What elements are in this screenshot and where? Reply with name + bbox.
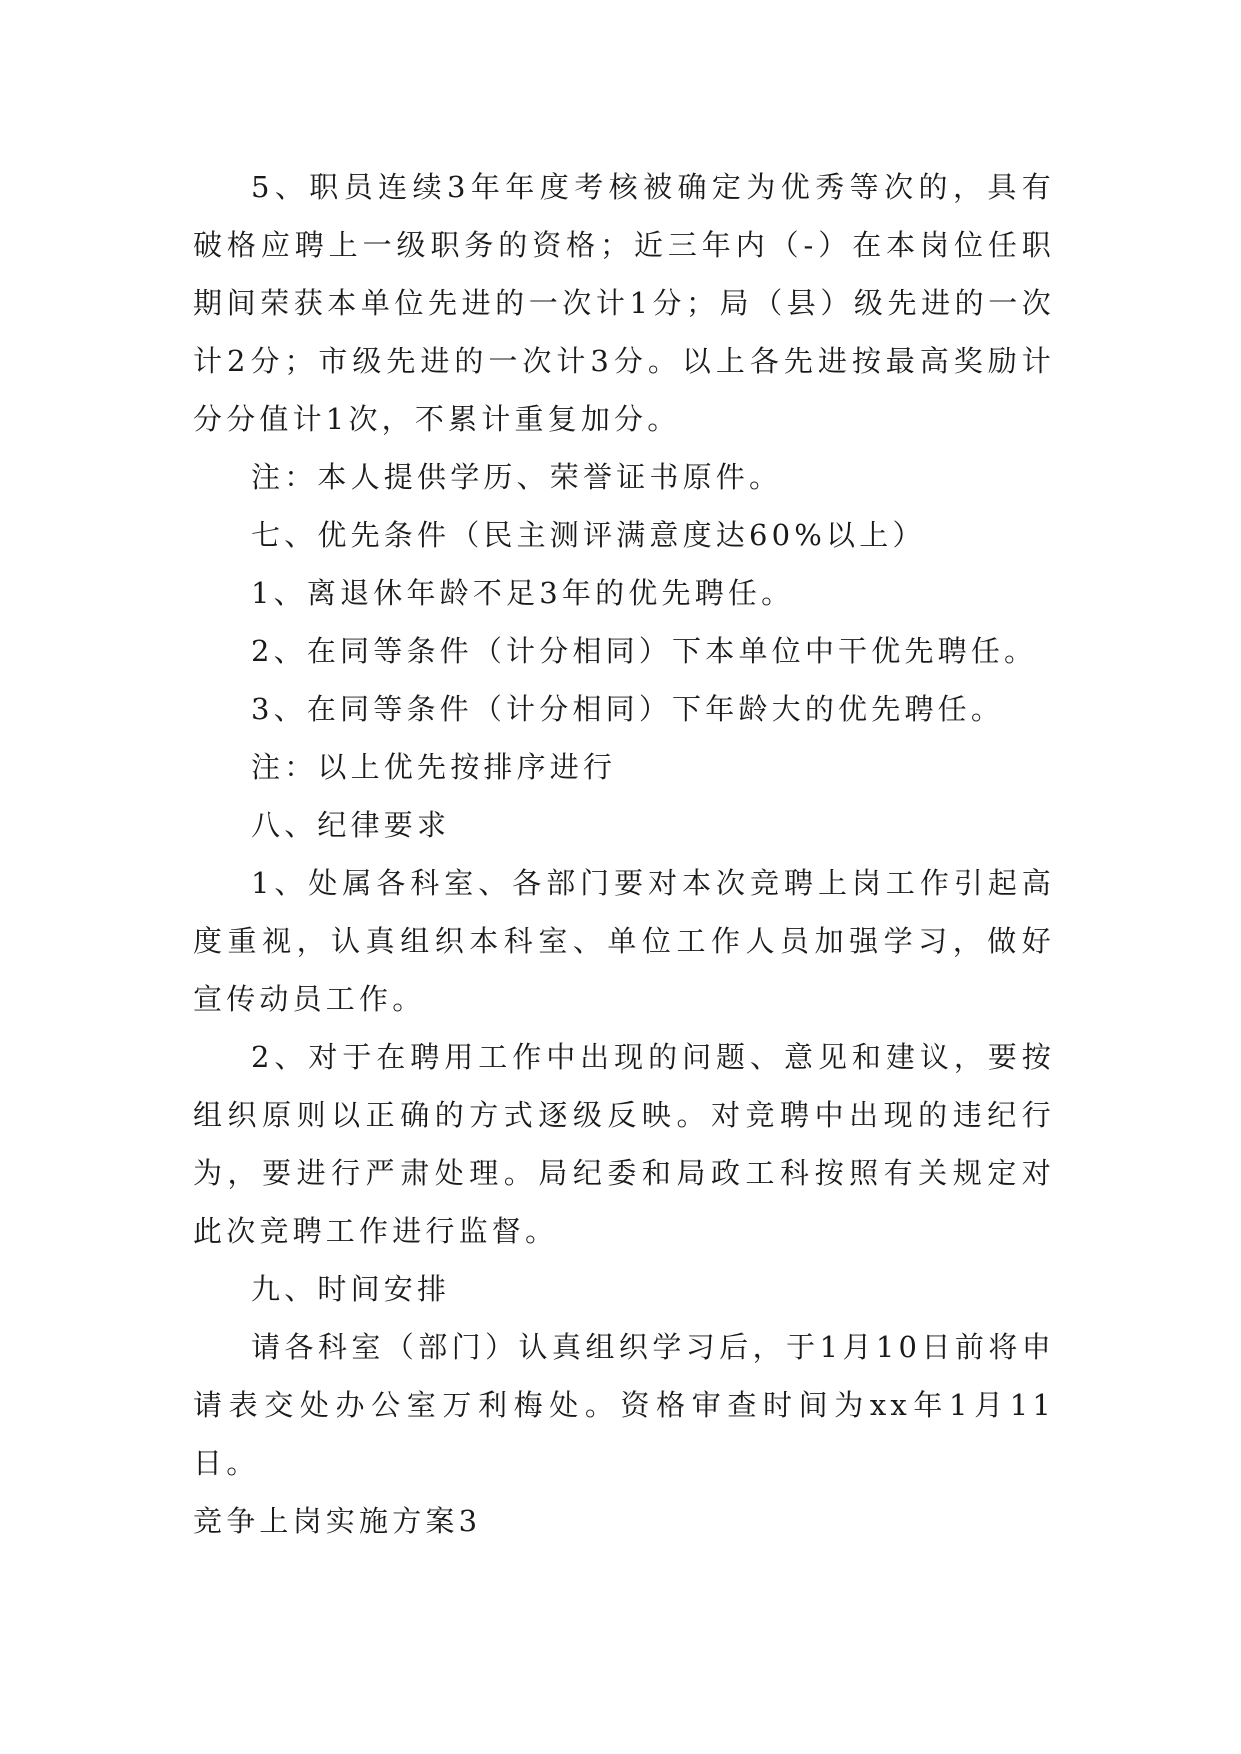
paragraph-discipline-1: 1、处属各科室、各部门要对本次竞聘上岗工作引起高度重视，认真组织本科室、单位工作人员加强学习，做好宣传动员工作。: [193, 866, 1055, 1016]
document-body: [193, 158, 1055, 1550]
paragraph-priority-1: 1、离退休年龄不足3年的优先聘任。: [251, 576, 795, 610]
section-heading-schedule: 九、时间安排: [251, 1272, 451, 1306]
paragraph-schedule: 请各科室（部门）认真组织学习后，于1月10日前将申请表交处办公室万利梅处。资格审查时间为xx年1月11日。: [193, 1330, 1055, 1480]
paragraph-priority-2: 2、在同等条件（计分相同）下本单位中干优先聘任。: [251, 634, 1038, 668]
paragraph-discipline-2: 2、对于在聘用工作中出现的问题、意见和建议，要按组织原则以正确的方式逐级反映。对竞聘中出现的违纪行为，要进行严肃处理。局纪委和局政工科按照有关规定对此次竞聘工作进行监督。: [193, 1040, 1055, 1248]
paragraph-priority-3: 3、在同等条件（计分相同）下年龄大的优先聘任。: [251, 692, 1005, 726]
paragraph-note-originals: 注：本人提供学历、荣誉证书原件。: [251, 460, 783, 494]
paragraph-merit-points: 5、职员连续3年年度考核被确定为优秀等次的，具有破格应聘上一级职务的资格；近三年内（-）在本岗位任职期间荣获本单位先进的一次计1分；局（县）级先进的一次计2分；市级先进的一次计3分。以上各先进按最高奖励计分分值计1次，不累计重复加分。: [193, 170, 1055, 436]
section-heading-priority: 七、优先条件（民主测评满意度达60%以上）: [251, 518, 926, 552]
paragraph-note-order: 注：以上优先按排序进行: [251, 750, 617, 784]
document-title-next: 竞争上岗实施方案3: [193, 1504, 482, 1538]
section-heading-discipline: 八、纪律要求: [251, 808, 451, 842]
